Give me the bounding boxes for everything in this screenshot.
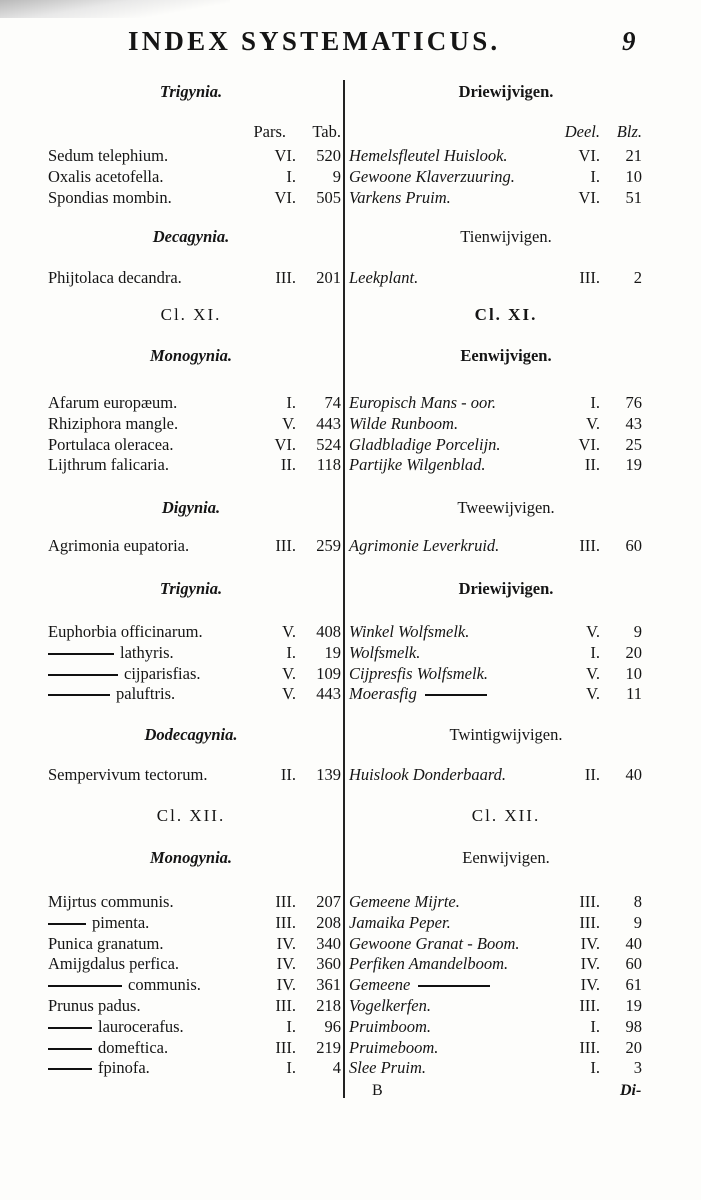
section-heading-left: Monogynia. [149,848,233,867]
entry-blz: 51 [625,188,642,207]
entry-dutch-name: Varkens Pruim. [349,188,451,207]
column-divider [343,80,345,1098]
entry-tab: 4 [332,1058,341,1077]
section-heading-left: Dodecagynia. [144,725,238,744]
entry-tab: 207 [316,892,341,911]
entry-tab: 524 [316,435,341,454]
page-number: 9 [622,26,636,56]
entry-blz: 40 [625,765,642,784]
entry-latin-name: Mijrtus communis. [48,892,174,911]
entry-latin-name-text: pimenta. [92,913,150,932]
ditto-dash [48,674,118,676]
entry-deel: V. [586,664,600,683]
entry-dutch-name: Leekplant. [349,268,419,287]
entry-latin-name [48,975,260,995]
section-heading-right: Eenwijvigen. [460,346,552,365]
entry-dutch-name: Gewoone Granat - Boom. [349,934,520,953]
entry-pars: IV. [276,954,296,973]
entry-pars: V. [282,664,296,683]
entry-tab: 361 [316,975,341,994]
entry-tab: 218 [316,996,341,1015]
entry-blz: 61 [625,975,642,994]
entry-tab: 109 [316,664,341,683]
entry-blz: 9 [633,622,642,641]
entry-blz: 21 [625,146,642,165]
entry-dutch-name: Europisch Mans - oor. [349,393,496,412]
section-heading-left: Monogynia. [149,346,233,365]
catchword: Di- [620,1082,642,1099]
class-heading-left: Cl. XII. [156,806,226,825]
ditto-dash [48,923,86,925]
entry-dutch-name: Gemeene Mijrte. [349,892,460,911]
entry-blz: 25 [625,435,642,454]
entry-latin-name: Euphorbia officinarum. [48,622,203,641]
entry-blz: 9 [633,913,642,932]
entry-dutch-name-text: Gemeene [349,975,411,994]
entry-blz: 11 [626,684,642,703]
entry-tab: 201 [316,268,341,287]
entry-deel: IV. [580,954,600,973]
ditto-dash [48,653,114,655]
entry-latin-name: Phijtolaca decandra. [48,268,182,287]
entry-blz: 43 [625,414,642,433]
entry-pars: III. [275,913,296,932]
entry-latin-name: Amijgdalus perfica. [48,954,180,973]
entry-pars: III. [275,1038,296,1057]
entry-deel: VI. [578,188,600,207]
entry-dutch-name: Pruimeboom. [349,1038,439,1057]
entry-blz: 3 [633,1058,642,1077]
entry-dutch-name: Pruimboom. [349,1017,432,1036]
entry-dutch-name: Winkel Wolfsmelk. [349,622,470,641]
entry-dutch-name: Wilde Runboom. [349,414,459,433]
entry-dutch-name: Partijke Wilgenblad. [349,455,486,474]
entry-deel: III. [579,892,600,911]
entry-dutch-name [349,975,559,995]
section-heading-left: Digynia. [161,498,221,517]
ditto-dash [48,694,110,696]
entry-latin-name [48,664,260,684]
section-heading-left: Trigynia. [159,579,223,598]
entry-latin-name: Oxalis acetofella. [48,167,164,186]
ditto-dash [425,694,487,696]
entry-pars: II. [280,455,296,474]
entry-deel: I. [590,393,600,412]
entry-deel: VI. [578,435,600,454]
class-heading-right: Cl. XI. [474,305,538,324]
entry-deel: III. [579,996,600,1015]
entry-pars: I. [286,1017,296,1036]
entry-tab: 505 [316,188,341,207]
column-header-blz: Blz. [616,122,642,141]
entry-deel: III. [579,1038,600,1057]
entry-pars: I. [286,643,296,662]
entry-blz: 10 [625,664,642,683]
section-heading-right: Driewijvigen. [458,82,554,101]
entry-pars: I. [286,393,296,412]
entry-tab: 118 [316,455,341,474]
entry-blz: 20 [625,1038,642,1057]
entry-dutch-name: Perfiken Amandelboom. [349,954,509,973]
entry-dutch-name: Slee Pruim. [349,1058,426,1077]
entry-blz: 60 [625,954,642,973]
page-header [0,26,701,60]
entry-latin-name-text: communis. [128,975,201,994]
entry-deel: V. [586,622,600,641]
entry-deel: V. [586,684,600,703]
section-heading-right: Tienwijvigen. [460,227,552,246]
entry-blz: 76 [625,393,642,412]
entry-deel: I. [590,167,600,186]
entry-latin-name-text: cijparisfias. [124,664,201,683]
entry-tab: 219 [316,1038,341,1057]
column-header-pars: Pars. [253,122,286,141]
entry-tab: 96 [324,1017,341,1036]
entry-latin-name: Spondias mombin. [48,188,172,207]
entry-dutch-name: Huislook Donderbaard. [349,765,507,784]
entry-blz: 19 [625,455,642,474]
entry-pars: III. [275,892,296,911]
entry-blz: 8 [633,892,642,911]
entry-dutch-name [349,684,559,704]
ditto-dash [48,1068,92,1070]
entry-latin-name: Agrimonia eupatoria. [48,536,190,555]
entry-latin-name [48,913,260,933]
ditto-dash [48,1027,92,1029]
entry-tab: 520 [316,146,341,165]
entry-tab: 259 [316,536,341,555]
entry-dutch-name: Wolfsmelk. [349,643,421,662]
entry-latin-name-text: laurocerafus. [98,1017,184,1036]
entry-tab: 443 [316,684,341,703]
entry-tab: 443 [316,414,341,433]
entry-tab: 360 [316,954,341,973]
entry-dutch-name: Jamaika Peper. [349,913,451,932]
entry-deel: III. [579,913,600,932]
entry-latin-name [48,684,260,704]
entry-latin-name: Punica granatum. [48,934,164,953]
entry-tab: 19 [324,643,341,662]
entry-blz: 2 [633,268,642,287]
entry-dutch-name: Gladbladige Porcelijn. [349,435,501,454]
entry-latin-name-text: paluftris. [116,684,176,703]
entry-latin-name: Portulaca oleracea. [48,435,174,454]
entry-latin-name: Lijthrum falicaria. [48,455,169,474]
entry-dutch-name: Cijpresfis Wolfsmelk. [349,664,489,683]
page-corner-shadow [0,0,230,18]
entry-deel: I. [590,643,600,662]
entry-deel: I. [590,1017,600,1036]
entry-pars: III. [275,996,296,1015]
section-heading-left: Decagynia. [152,227,230,246]
entry-pars: V. [282,414,296,433]
entry-pars: IV. [276,934,296,953]
entry-pars: I. [286,167,296,186]
entry-latin-name-text: lathyris. [120,643,174,662]
entry-dutch-name: Gewoone Klaverzuuring. [349,167,515,186]
entry-deel: IV. [580,975,600,994]
entry-deel: VI. [578,146,600,165]
entry-blz: 10 [625,167,642,186]
section-heading-right: Twintigwijvigen. [449,725,563,744]
running-title: INDEX SYSTEMATICUS. [128,26,501,56]
section-heading-right: Tweewijvigen. [457,498,555,517]
ditto-dash [48,985,122,987]
entry-tab: 408 [316,622,341,641]
entry-latin-name-text: fpinofa. [98,1058,150,1077]
entry-tab: 139 [316,765,341,784]
entry-latin-name [48,1017,260,1037]
entry-deel: V. [586,414,600,433]
entry-pars: VI. [274,188,296,207]
entry-pars: I. [286,1058,296,1077]
entry-tab: 340 [316,934,341,953]
entry-deel: II. [584,455,600,474]
entry-latin-name [48,643,260,663]
column-header-deel: Deel. [564,122,600,141]
entry-latin-name-text: domeftica. [98,1038,169,1057]
column-header-tab: Tab. [312,122,341,141]
entry-latin-name: Afarum europæum. [48,393,178,412]
entry-pars: II. [280,765,296,784]
entry-dutch-name: Vogelkerfen. [349,996,432,1015]
entry-dutch-name: Hemelsfleutel Huislook. [349,146,508,165]
entry-latin-name: Prunus padus. [48,996,141,1015]
entry-deel: III. [579,268,600,287]
class-heading-right: Cl. XII. [471,806,541,825]
entry-pars: VI. [274,435,296,454]
entry-dutch-name: Agrimonie Leverkruid. [349,536,500,555]
entry-latin-name: Sedum telephium. [48,146,169,165]
entry-blz: 19 [625,996,642,1015]
entry-blz: 40 [625,934,642,953]
entry-latin-name: Rhiziphora mangle. [48,414,179,433]
entry-deel: III. [579,536,600,555]
entry-pars: V. [282,684,296,703]
entry-tab: 74 [324,393,341,412]
entry-tab: 9 [332,167,341,186]
class-heading-left: Cl. XI. [160,305,222,324]
entry-latin-name [48,1058,260,1078]
entry-pars: VI. [274,146,296,165]
entry-pars: IV. [276,975,296,994]
section-heading-right: Eenwijvigen. [462,848,550,867]
entry-deel: I. [590,1058,600,1077]
ditto-dash [418,985,490,987]
entry-blz: 98 [625,1017,642,1036]
signature-mark: B [372,1082,383,1099]
section-heading-left: Trigynia. [159,82,223,101]
entry-deel: IV. [580,934,600,953]
entry-pars: III. [275,268,296,287]
entry-latin-name: Sempervivum tectorum. [48,765,208,784]
ditto-dash [48,1048,92,1050]
entry-pars: III. [275,536,296,555]
entry-tab: 208 [316,913,341,932]
section-heading-right: Driewijvigen. [458,579,554,598]
entry-blz: 20 [625,643,642,662]
entry-deel: II. [584,765,600,784]
entry-dutch-name-text: Moerasfig [349,684,417,703]
entry-blz: 60 [625,536,642,555]
entry-pars: V. [282,622,296,641]
entry-latin-name [48,1038,260,1058]
